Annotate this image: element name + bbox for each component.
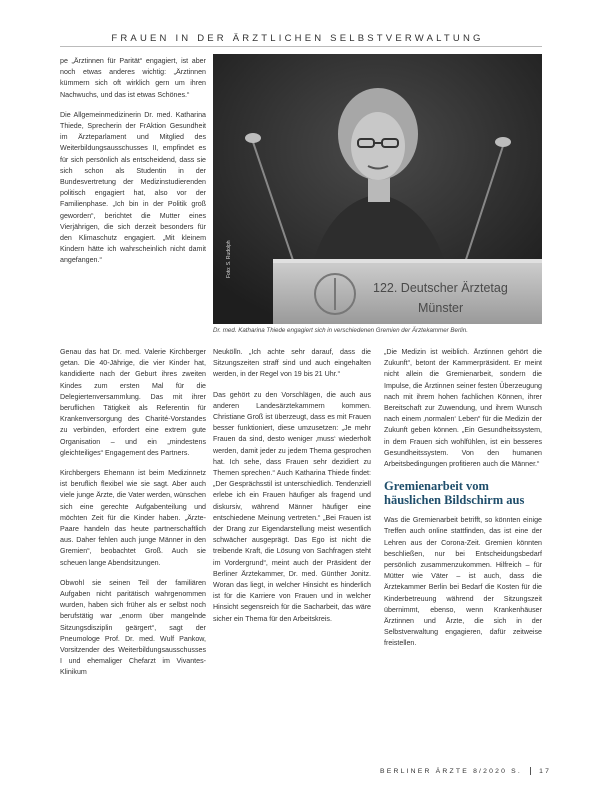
paragraph: Neukölln. „Ich achte sehr darauf, dass die Sitzungszeiten straff sind und auch eingehalten werden, in der Regel von 19 bis 21 Uhr.“ (213, 348, 371, 379)
section-subheading: Gremienarbeit vom häuslichen Bildschirm aus (384, 479, 525, 508)
footer-divider (530, 767, 531, 775)
issue-info: 8/2020 S. (473, 767, 522, 775)
paragraph: Die Allgemeinmedizinerin Dr. med. Katharina Thiede, Sprecherin der FrAktion Gesundheit im Ärzteparlament und Mitglied des Weiterbildungsausschusses II, empfindet es für sich persönlich als entscheidend, dass sie sich schon als Studentin in der Bundesvertretung der Medizinstudierenden politisch engagiert hat, also vor der Familienphase. „Ich bin in der Politik groß geworden“, berichtet die Mutter eines Vierjährigen, die sich derzeit besonders für den Klimaschutz engagiert. „Mit kleinem Kindern hätte ich wahrscheinlich nicht damit angefangen.“ (60, 110, 206, 265)
paragraph: Obwohl sie seinen Teil der familiären Aufgaben nicht paritätisch wahrgenommen wurden, haben sich früher als er selbst noch berufstätig war „enorm über mangelnde Sitzungsdisziplin geärgert“, sagt der Pneumologe Prof. Dr. med. Wulf Pankow, Vorsitzender des Weiterbildungsausschusses I und ehemaliger Chefarzt im Vivantes-Klinikum (60, 578, 206, 677)
paragraph: Das gehört zu den Vorschlägen, die auch aus anderen Landesärztekammern kommen. Christiane Groß ist überzeugt, dass es mit Frauen besser funktioniert, diese umzusetzen: „Je mehr Frauen da sind, desto weniger ‚muss‘ wiederholt werden, damit jeder zu jedem Thema gesprochen hat. Ich sehe, dass Frauen sehr dezidiert zu Themen sprechen.“ Auch Katharina Thiede findet: „Der Gesprächsstil ist unterschiedlich. Tendenziell erlebe ich ein Frauen häufiger als fragend und diskursiv, während Männer häufiger eine entschiedene Meinung vertreten.“ „Bei Frauen ist der Drang zur Eigendarstellung meist wesentlich schwächer ausgeprägt. Das Ego ist nicht die treibende Kraft, die Lösung von Sachfragen steht im Vordergrund“, meint auch der Präsident der Berliner Ärztekammer, Dr. med. Günther Jonitz. Woran das liegt, in welcher Hinsicht es hinderlich ist für die Karriere von Frauen und in welcher Hinsicht segensreich für die Sacharbeit, das wäre sicher ein Thema für den Arbeitskreis. (213, 390, 371, 623)
paragraph: Genau das hat Dr. med. Valerie Kirchberger getan. Die 40-Jährige, die vier Kinder hat, kandidierte nach der Geburt ihres zweiten Kindes zum ersten Mal für die Delegiertenversammlung. Das mit ihrer beruflichen Tätigkeit als Referentin für Krankenversorgung des Charité-Vorstandes zu verbinden, erfordert eine extrem gute Organisation – und ein „mindestens gleichteiliges“ Engagement des Partners. (60, 348, 206, 457)
page-header (0, 0, 595, 50)
column-1-bottom (60, 347, 206, 688)
photo-illustration (213, 54, 542, 324)
journal-name: BERLINER ÄRZTE (380, 767, 469, 775)
header-divider (60, 46, 542, 47)
paragraph: Was die Gremienarbeit betrifft, so könnten einige Treffen auch online stattfinden, das ist eine der Lehren aus der Corona-Zeit. Gremien könnten beschließen, nur bei Entscheidungsbedarf persönlich zusammenzukommen. Hilfreich – für Mütter wie Väter – ist auch, dass die Ärztekammer Berlin bei Bedarf die Kosten für die Kinderbetreuung während der Sitzungszeit übernimmt, ebenso, wenn Krankenhäuser Ärztinnen und Ärzte, die sich in der Selbstverwaltung engagieren, dafür zeitweise freistellen. (384, 516, 542, 648)
photo-credit: Foto: S. Rudolph (226, 240, 232, 278)
paragraph: Kirchbergers Ehemann ist beim Medizinnetz ist beruflich flexibel wie sie sagt. Aber auch viele junge Ärzte, die Vater werden, wünschen sich eine gerechte Aufgabenteilung und möchten Zeit für die Kinder haben. „Ärzte-Paare handeln das heute partnerschaftlich aus. Daher fehlen auch junge Männer in den Gremien“, beobachtet Groß. Auch sie scheuen lange Abendsitzungen. (60, 469, 206, 567)
lectern-text-1: 122. Deutscher Ärztetag (373, 281, 508, 295)
speaker-photo (213, 54, 542, 324)
paragraph: pe „Ärztinnen für Parität“ engagiert, ist aber noch etwas anderes wichtig: „Ärztinnen kümmern sich oft wirklich gern um ihren Nachwuchs, und das ist etwas Schönes.“ (60, 57, 206, 99)
paragraph: „Die Medizin ist weiblich. Ärztinnen gehört die Zukunft“, betont der Kammerpräsident. Er meint nicht allein die Gremienarbeit, sondern die Impulse, die Ärztinnen seiner festen Überzeugung nach mit ihrem hohen fachlichen Können, ihrer Bereitschaft zur Zuwendung, und ihrem Wunsch nach einem ‚normalen‘ Leben“ für die Medizin der Zukunft geben können. „Ein Gesundheitssystem, in dem Frauen sich wohlfühlen, ist ein besseres Gesundheitssystem. Von den humanen Arbeitsbedingungen profitieren auch die Männer.“ (384, 348, 542, 469)
column-2 (213, 347, 371, 634)
column-3 (384, 347, 542, 659)
page-footer (380, 767, 551, 775)
section-title: FRAUEN IN DER ÄRZTLICHEN SELBSTVERWALTUNG (111, 33, 484, 44)
page-number: 17 (539, 767, 552, 775)
lectern-text-2: Münster (418, 301, 464, 315)
photo-caption: Dr. med. Katharina Thiede engagiert sich in verschiedenen Gremien der Ärztekammer Berlin. (213, 327, 468, 334)
column-1-top (60, 56, 206, 276)
